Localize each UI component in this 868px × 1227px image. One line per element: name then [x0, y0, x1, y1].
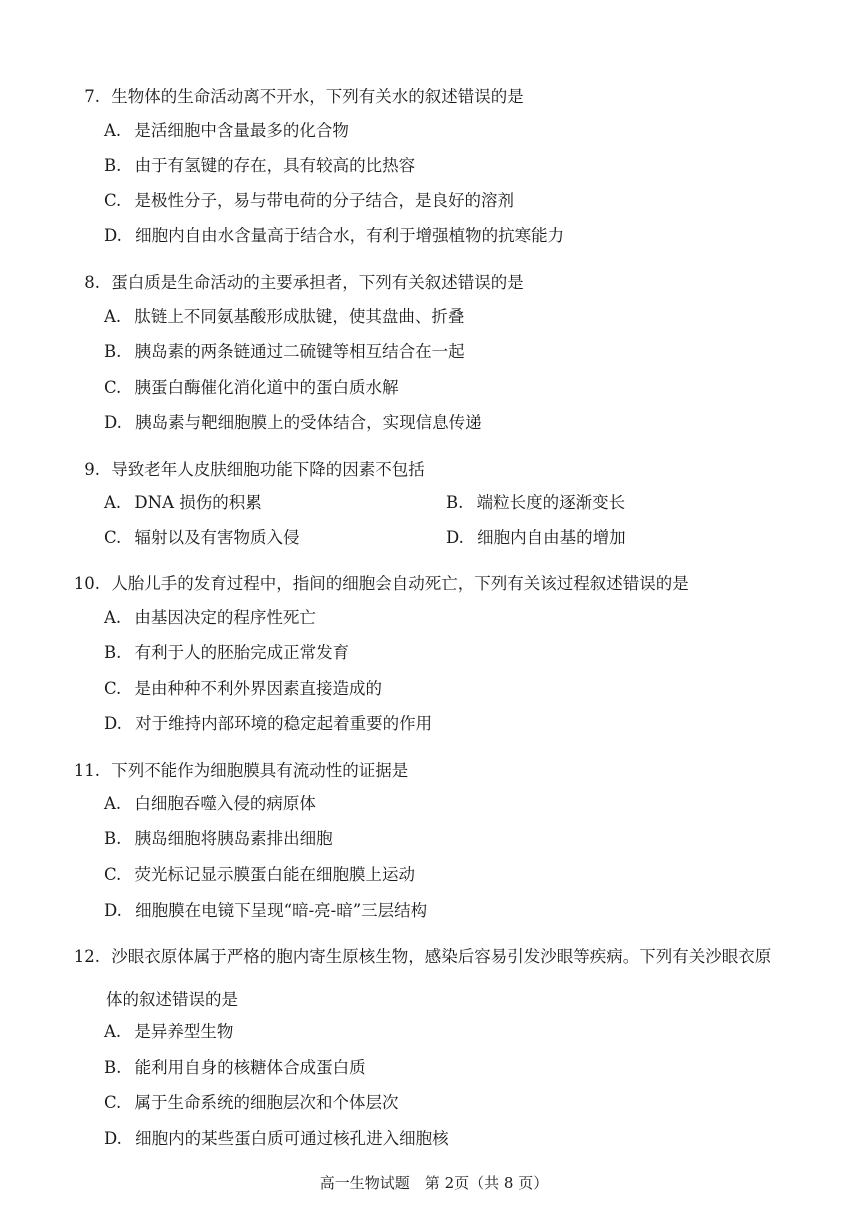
option-label: B.: [104, 643, 122, 662]
option-b: [104, 338, 465, 362]
option-text: 胰岛素的两条链通过二硫键等相互结合在一起: [134, 342, 465, 361]
option-c: [104, 524, 300, 548]
option-label: B.: [104, 829, 122, 848]
option-text: 由于有氢键的存在，具有较高的比热容: [134, 156, 416, 175]
option-text: 肽链上不同氨基酸形成肽键，使其盘曲、折叠: [134, 307, 465, 326]
option-text: 胰岛细胞将胰岛素排出细胞: [134, 829, 333, 848]
option-a: [104, 790, 316, 814]
option-text: 能利用自身的核糖体合成蛋白质: [134, 1058, 366, 1077]
option-text: 细胞内自由水含量高于结合水，有利于增强植物的抗寒能力: [135, 226, 565, 245]
option-d: [104, 710, 432, 734]
option-label: A.: [104, 307, 122, 326]
option-label: D.: [104, 413, 122, 432]
question-stem: [62, 570, 689, 594]
question-stem: [62, 456, 425, 480]
question-stem: [62, 83, 524, 107]
option-label: A.: [104, 794, 122, 813]
question-number: 7.: [84, 87, 100, 106]
option-c: [104, 861, 415, 885]
option-label: C.: [104, 1093, 122, 1112]
question-number: 11.: [73, 761, 100, 780]
option-label: A.: [104, 493, 122, 512]
option-label: C.: [104, 679, 122, 698]
option-text: 细胞内自由基的增加: [477, 528, 626, 547]
option-text: 是极性分子，易与带电荷的分子结合，是良好的溶剂: [134, 191, 515, 210]
option-a: [104, 489, 262, 513]
option-label: A.: [104, 608, 122, 627]
option-label: A.: [104, 121, 122, 140]
question-text: 沙眼衣原体属于严格的胞内寄生原核生物，感染后容易引发沙眼等疾病。下列有关沙眼衣原: [111, 947, 772, 966]
option-text: 白细胞吞噬入侵的病原体: [134, 794, 316, 813]
question-text: 下列不能作为细胞膜具有流动性的证据是: [111, 761, 409, 780]
option-text: 荧光标记显示膜蛋白能在细胞膜上运动: [134, 865, 416, 884]
question-number: 12.: [73, 947, 100, 966]
option-text: 是活细胞中含量最多的化合物: [134, 121, 349, 140]
question-text: 人胎儿手的发育过程中，指间的细胞会自动死亡，下列有关该过程叙述错误的是: [111, 574, 689, 593]
option-label: D.: [104, 1129, 122, 1148]
option-label: B.: [104, 342, 122, 361]
option-d: [104, 409, 482, 433]
option-label: B.: [104, 1058, 122, 1077]
option-text: 胰岛素与靶细胞膜上的受体结合，实现信息传递: [135, 413, 482, 432]
question-stem: [62, 269, 524, 293]
option-c: [104, 187, 514, 211]
option-label: C.: [104, 865, 122, 884]
option-text: 胰蛋白酶催化消化道中的蛋白质水解: [134, 378, 399, 397]
question-number: 10.: [73, 574, 100, 593]
option-c: [104, 374, 399, 398]
option-b: [104, 152, 415, 176]
option-label: C.: [104, 528, 122, 547]
question-number: 9.: [84, 460, 100, 479]
option-b: [104, 1054, 366, 1078]
option-label: B.: [446, 493, 464, 512]
option-label: D.: [446, 528, 464, 547]
option-b: [104, 825, 333, 849]
option-text: 有利于人的胚胎完成正常发育: [134, 643, 350, 662]
option-c: [104, 1089, 399, 1113]
option-label: A.: [104, 1022, 122, 1041]
option-label: C.: [104, 378, 122, 397]
question-text: 导致老年人皮肤细胞功能下降的因素不包括: [111, 460, 425, 479]
option-text: 由基因决定的程序性死亡: [134, 608, 316, 627]
option-label: B.: [104, 156, 122, 175]
question-text: 蛋白质是生命活动的主要承担者，下列有关叙述错误的是: [111, 273, 524, 292]
option-text: 属于生命系统的细胞层次和个体层次: [134, 1093, 399, 1112]
option-a: [104, 117, 349, 141]
page-footer: 高一生物试题 第 2页（共 8 页）: [319, 1174, 549, 1192]
question-text-continued: 体的叙述错误的是: [106, 990, 238, 1009]
option-text: 对于维持内部环境的稳定起着重要的作用: [135, 714, 433, 733]
question-stem: [62, 757, 408, 781]
option-c: [104, 675, 382, 699]
option-b: [446, 489, 625, 513]
option-b: [104, 639, 349, 663]
option-a: [104, 1018, 233, 1042]
option-text: 是由种种不利外界因素直接造成的: [134, 679, 383, 698]
option-d: [104, 1125, 449, 1149]
option-a: [104, 303, 464, 327]
question-number: 8.: [84, 273, 100, 292]
option-d: [104, 897, 427, 921]
option-text: DNA 损伤的积累: [134, 493, 262, 512]
option-text: 是异养型生物: [134, 1022, 234, 1041]
option-label: D.: [104, 226, 122, 245]
option-label: D.: [104, 714, 122, 733]
option-label: C.: [104, 191, 122, 210]
option-text: 细胞内的某些蛋白质可通过核孔进入细胞核: [135, 1129, 449, 1148]
option-a: [104, 604, 316, 628]
option-text: 细胞膜在电镜下呈现“暗-亮-暗”三层结构: [135, 901, 428, 920]
option-d: [104, 222, 564, 246]
option-d: [446, 524, 626, 548]
question-stem: [62, 943, 771, 967]
question-text: 生物体的生命活动离不开水，下列有关水的叙述错误的是: [111, 87, 524, 106]
option-text: 辐射以及有害物质入侵: [134, 528, 300, 547]
option-label: D.: [104, 901, 122, 920]
option-text: 端粒长度的逐渐变长: [476, 493, 626, 512]
